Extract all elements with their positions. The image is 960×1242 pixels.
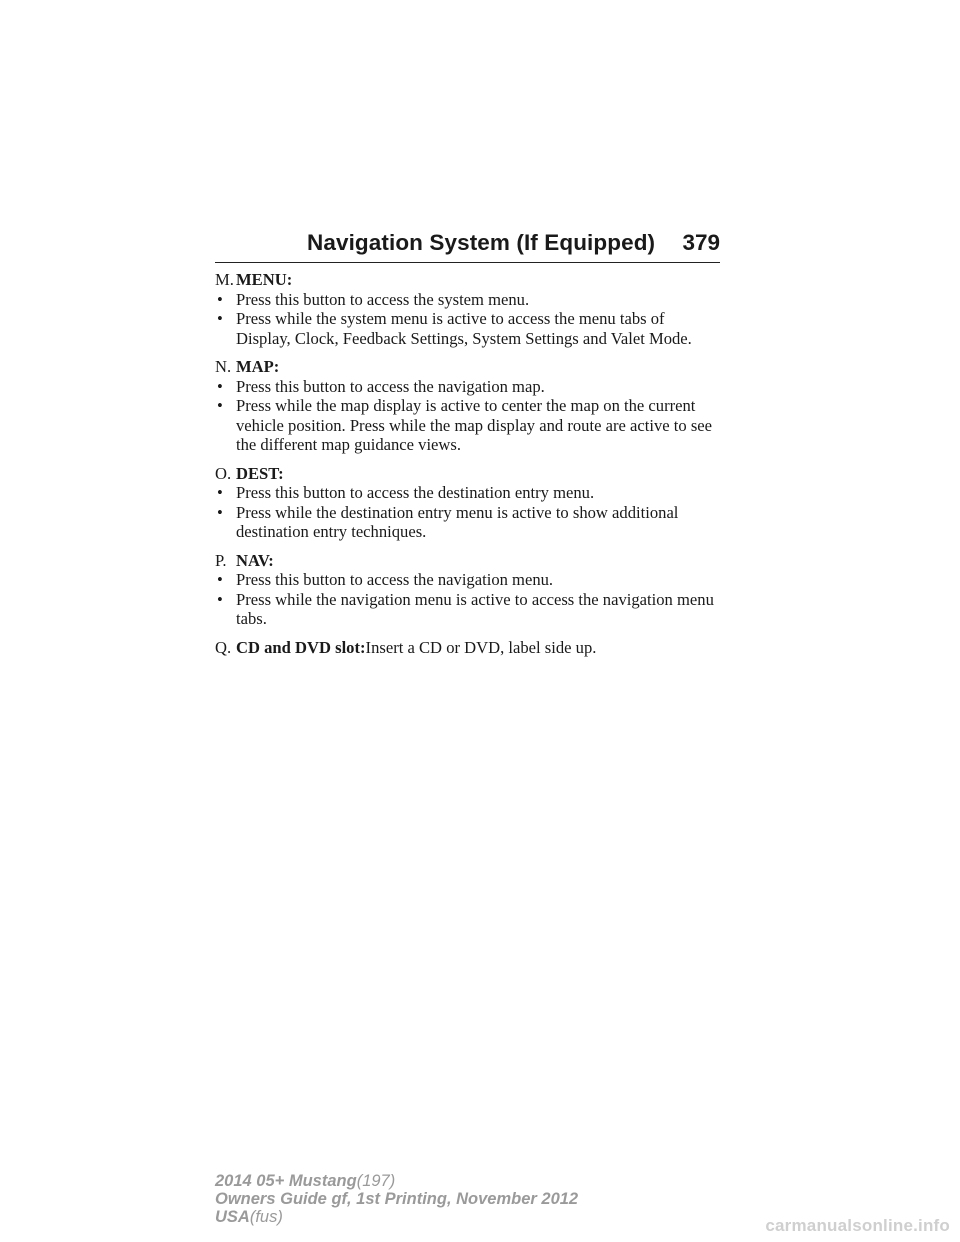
- bullet-item: [215, 290, 720, 310]
- bullet-text: Press while the map display is active to center the map on the current vehicle position. Press while the map display and route are active to see the different map guidance views.: [236, 396, 713, 454]
- bullet-item: [215, 309, 720, 348]
- page-header: [215, 228, 720, 263]
- page-title: Navigation System (If Equipped): [307, 230, 656, 255]
- page-content: [215, 270, 720, 666]
- footer-market-code: (fus): [249, 1208, 283, 1226]
- section-map: [215, 357, 720, 455]
- bullet-text: Press this button to access the system menu.: [236, 289, 530, 309]
- bullet-icon: •: [217, 309, 223, 328]
- section-label: NAV:: [236, 550, 274, 570]
- bullet-icon: •: [217, 502, 223, 522]
- section-letter: Q.: [215, 637, 232, 657]
- section-letter: M.: [215, 270, 234, 289]
- bullet-item: [215, 503, 720, 542]
- footer-line-2: Owners Guide gf, 1st Printing, November 2012: [215, 1190, 579, 1208]
- footer-model: 2014 05+ Mustang: [215, 1172, 357, 1190]
- section-menu: [215, 270, 720, 348]
- section-cd-dvd-slot: [215, 638, 720, 658]
- bullet-item: [215, 396, 720, 455]
- footer-line-1: [215, 1172, 578, 1190]
- bullet-item: [215, 483, 720, 503]
- bullet-item: [215, 570, 720, 590]
- page-number: 379: [682, 230, 720, 255]
- bullet-icon: •: [217, 483, 223, 502]
- bullet-text: Press this button to access the destination entry menu.: [236, 483, 595, 502]
- footer-model-code: (197): [356, 1172, 396, 1190]
- section-label: DEST:: [236, 463, 284, 483]
- section-letter: P.: [215, 550, 227, 570]
- watermark-link[interactable]: carmanualsonline.info: [765, 1216, 950, 1235]
- bullet-text: Press while the system menu is active to access the menu tabs of Display, Clock, Feedback Settings, System Settings and Valet Mode.: [236, 309, 692, 348]
- bullet-text: Press while the navigation menu is active to access the navigation menu tabs.: [236, 589, 714, 628]
- section-letter: O.: [215, 463, 232, 483]
- bullet-icon: •: [217, 289, 223, 309]
- section-nav: [215, 551, 720, 629]
- section-label: MENU:: [236, 270, 293, 289]
- section-label: CD and DVD slot:: [236, 637, 366, 657]
- footer-market: USA: [215, 1208, 250, 1226]
- section-heading: [215, 270, 720, 290]
- section-label: MAP:: [236, 357, 280, 376]
- section-heading: [215, 551, 720, 571]
- section-heading: [215, 638, 720, 658]
- section-dest: [215, 464, 720, 542]
- bullet-text: Press this button to access the navigation menu.: [236, 570, 554, 589]
- page-footer: [215, 1172, 578, 1226]
- section-heading: [215, 357, 720, 377]
- section-letter: N.: [215, 357, 232, 376]
- bullet-item: [215, 377, 720, 397]
- bullet-icon: •: [217, 570, 223, 589]
- bullet-icon: •: [217, 589, 223, 609]
- footer-line-3: [215, 1208, 578, 1226]
- bullet-text: Press this button to access the navigation map.: [236, 376, 545, 396]
- section-heading: [215, 464, 720, 484]
- bullet-icon: •: [217, 396, 223, 415]
- bullet-item: [215, 590, 720, 629]
- bullet-icon: •: [217, 376, 223, 396]
- section-text: Insert a CD or DVD, label side up.: [365, 637, 597, 657]
- bullet-text: Press while the destination entry menu is active to show additional destination entry techniques.: [236, 502, 679, 541]
